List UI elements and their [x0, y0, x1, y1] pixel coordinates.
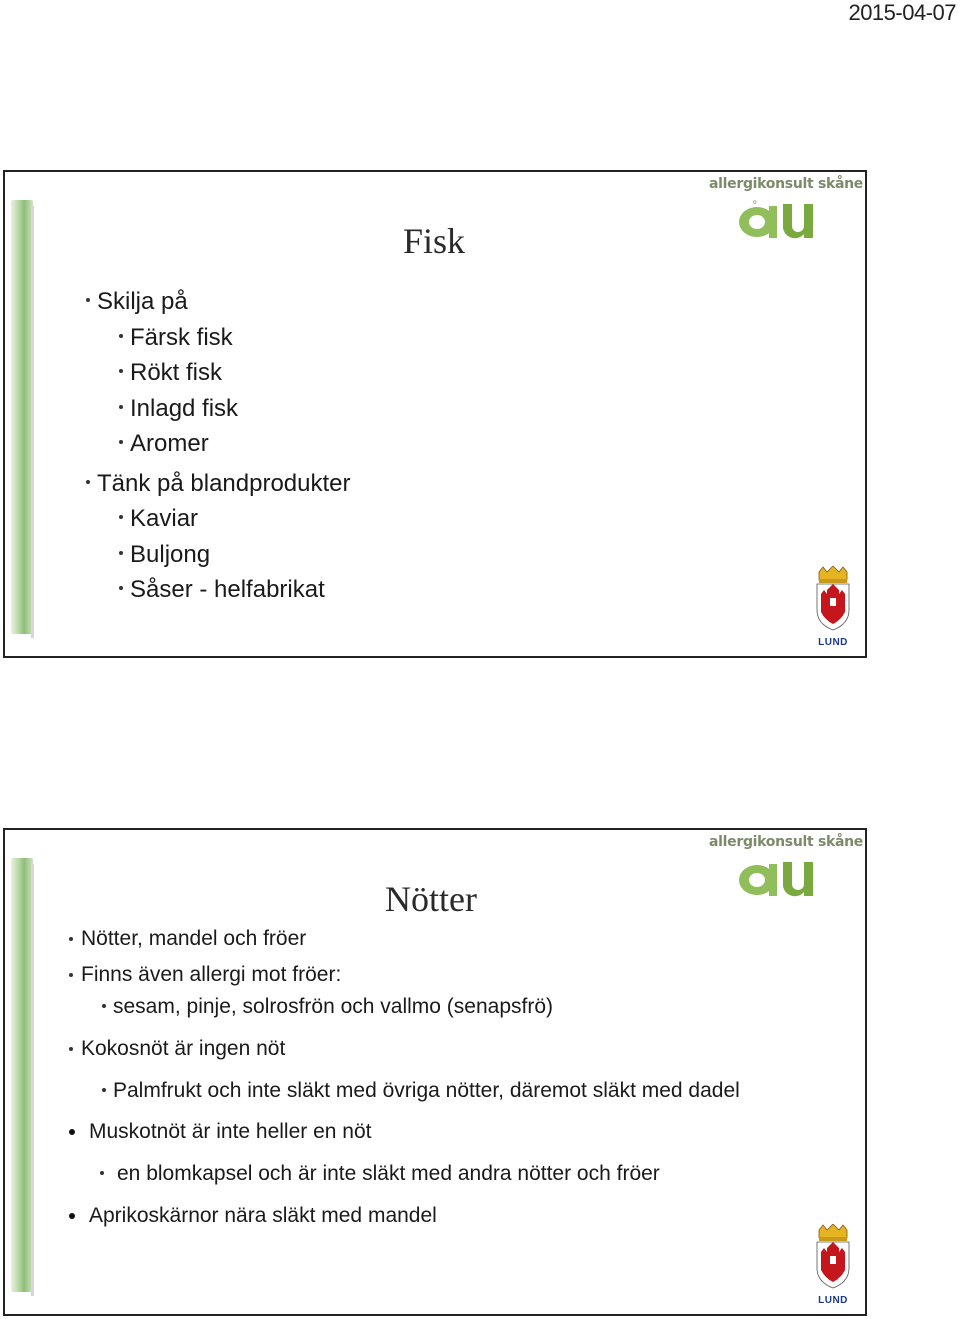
lund-crest-logo: [813, 566, 853, 646]
list-item: Inlagd fisk: [130, 391, 351, 427]
page-date: 2015-04-07: [848, 0, 956, 25]
list-item: Muskotnöt är inte heller en nöt: [89, 1118, 753, 1146]
list-item: Nötter, mandel och fröer: [81, 925, 753, 953]
slide-side-decoration: [11, 200, 33, 634]
list-item: Kaviar: [130, 501, 351, 537]
list-item: sesam, pinje, solrosfrön och vallmo (senapsfrö): [113, 993, 753, 1021]
slide-notter: [3, 828, 867, 1316]
list-item: Tänk på blandprodukter: [97, 466, 351, 502]
allergikonsult-logo: [705, 834, 863, 904]
allergikonsult-logo: [705, 176, 863, 246]
list-item: Färsk fisk: [130, 320, 351, 356]
list-item: Aromer: [130, 426, 351, 462]
brand-text: allergikonsult skåne: [709, 176, 864, 192]
bullet-list: [81, 925, 753, 1230]
list-item: Finns även allergi mot fröer:: [81, 961, 753, 989]
list-item: en blomkapsel och är inte släkt med andra nötter och fröer: [117, 1160, 753, 1188]
list-item: Buljong: [130, 537, 351, 573]
lund-crest-logo: [813, 1224, 853, 1304]
lund-text: LUND: [818, 1295, 848, 1306]
lund-text: LUND: [818, 637, 848, 648]
slide-title: Nötter: [385, 879, 477, 919]
bullet-list: [97, 284, 351, 608]
lund-crest-icon: [813, 1224, 853, 1292]
list-item: Kokosnöt är ingen nöt: [81, 1035, 753, 1063]
brand-text: allergikonsult skåne: [709, 834, 864, 850]
slide-title: Fisk: [403, 221, 466, 261]
list-item: Rökt fisk: [130, 355, 351, 391]
au-mark-icon: [735, 850, 825, 902]
au-mark-icon: [735, 192, 825, 244]
list-item: Aprikoskärnor nära släkt med mandel: [89, 1202, 753, 1230]
lund-crest-icon: [813, 566, 853, 634]
slide-fisk: [3, 170, 867, 658]
list-item: Skilja på: [97, 284, 351, 320]
slide-side-decoration: [11, 858, 33, 1292]
svg-text:o: o: [753, 199, 757, 206]
list-item: Såser - helfabrikat: [130, 572, 351, 608]
list-item: Palmfrukt och inte släkt med övriga nötter, däremot släkt med dadel: [113, 1077, 753, 1104]
